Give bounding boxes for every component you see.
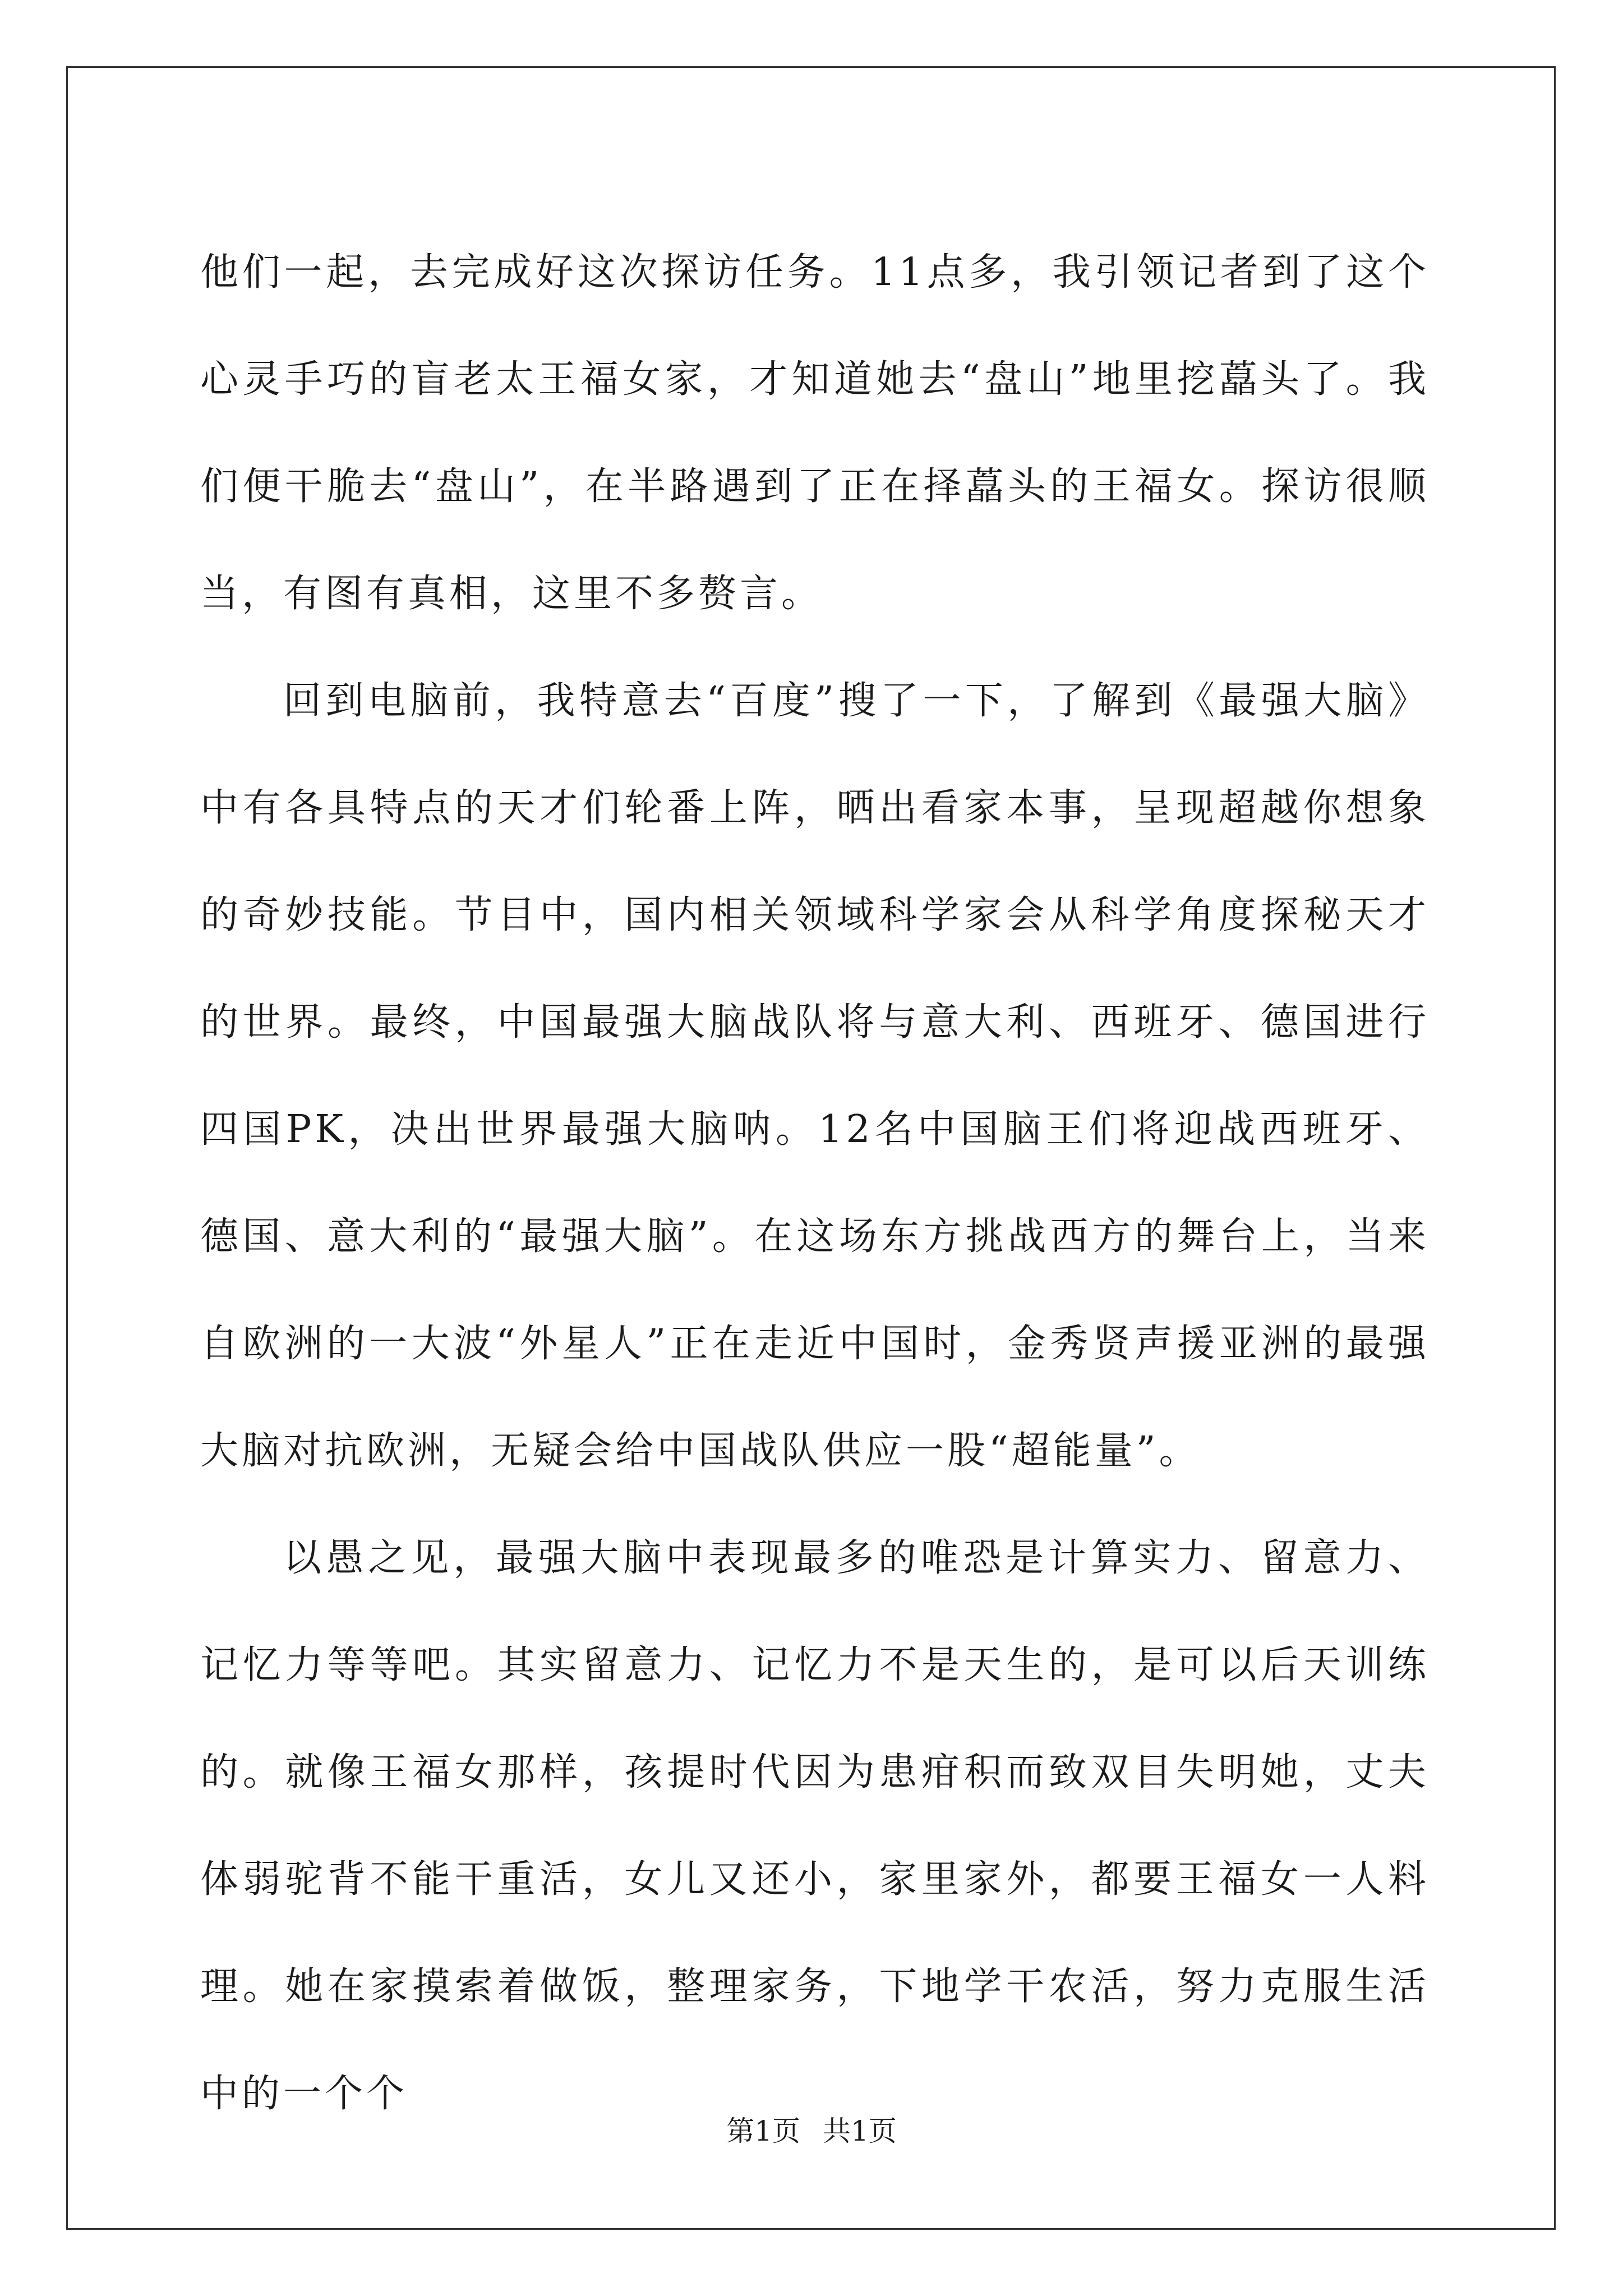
paragraph-1: 他们一起，去完成好这次探访任务。11点多，我引领记者到了这个心灵手巧的盲老太王福女家，才知道她去“盘山”地里挖藠头了。我们便干脆去“盘山”，在半路遇到了正在择藠头的王福女。探访很顺当，有图有真相，这里不多赘言。: [200, 250, 1430, 616]
document-body: [200, 219, 1430, 2147]
paragraph-3: 以愚之见，最强大脑中表现最多的唯恐是计算实力、留意力、记忆力等等吧。其实留意力、记忆力不是天生的，是可以后天训练的。就像王福女那样，孩提时代因为患疳积而致双目失明她，丈夫体弱驼背不能干重活，女儿又还小，家里家外，都要王福女一人料理。她在家摸索着做饭，整理家务，下地学干农活，努力克服生活中的一个个: [200, 1536, 1430, 2116]
page-number: 第1页: [726, 2115, 800, 2147]
page-footer: [0, 2114, 1623, 2148]
page-total: 共1页: [823, 2115, 897, 2147]
paragraph-2: 回到电脑前，我特意去“百度”搜了一下，了解到《最强大脑》中有各具特点的天才们轮番上阵，晒出看家本事，呈现超越你想象的奇妙技能。节目中，国内相关领域科学家会从科学角度探秘天才的世界。最终，中国最强大脑战队将与意大利、西班牙、德国进行四国PK，决出世界最强大脑呐。12名中国脑王们将迎战西班牙、德国、意大利的“最强大脑”。在这场东方挑战西方的舞台上，当来自欧洲的一大波“外星人”正在走近中国时，金秀贤声援亚洲的最强大脑对抗欧洲，无疑会给中国战队供应一股“超能量”。: [200, 679, 1430, 1473]
